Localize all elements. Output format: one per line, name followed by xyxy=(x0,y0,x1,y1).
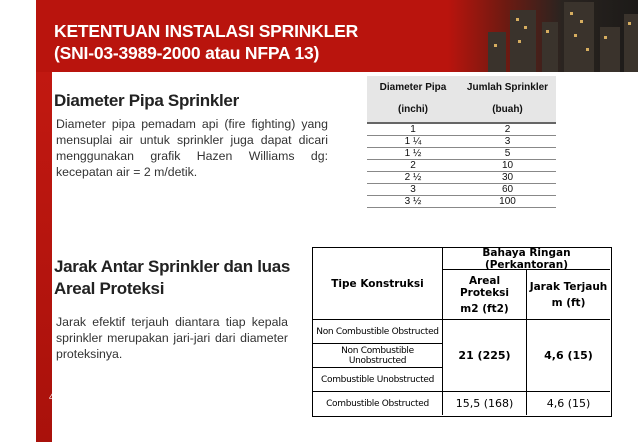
sprinkler-count-cell: 5 xyxy=(459,148,556,160)
sprinkler-count-cell: 10 xyxy=(459,160,556,172)
spacing-header-distance: Jarak Terjauh m (ft) xyxy=(527,270,610,320)
pipe-table-header-diameter: Diameter Pipa (inchi) xyxy=(367,76,459,123)
spacing-header-area: Areal Proteksi m2 (ft2) xyxy=(443,270,527,320)
title-line-1: KETENTUAN INSTALASI SPRINKLER xyxy=(54,21,359,41)
table-row: Non Combustible Obstructed xyxy=(313,320,443,344)
pipe-diameter-cell: 1 ½ xyxy=(367,148,459,160)
spacing-header-type: Tipe Konstruksi xyxy=(313,248,443,320)
table-row xyxy=(367,123,556,136)
pipe-diameter-cell: 1 ¼ xyxy=(367,136,459,148)
distance-value-merged: 4,6 (15) xyxy=(527,320,610,392)
sprinkler-count-cell: 2 xyxy=(459,123,556,136)
table-row: Combustible Obstructed xyxy=(313,392,443,415)
section-body-sprinkler-spacing: Jarak efektif terjauh diantara tiap kepala sprinkler merupakan jari-jari dari diameter proteksinya. xyxy=(56,315,288,361)
section-body-pipe-diameter: Diameter pipa pemadam api (fire fighting) yang mensuplai air untuk sprinkler juga dapat dicari menggunakan grafik Hazen Williams dg: kecepatan air = 2 m/detik. xyxy=(56,117,328,179)
spacing-header-hazard-group: Bahaya Ringan (Perkantoran) xyxy=(443,248,610,270)
table-row xyxy=(367,160,556,172)
sprinkler-count-cell: 100 xyxy=(459,196,556,208)
table-row xyxy=(367,196,556,208)
area-value-last: 15,5 (168) xyxy=(443,392,527,415)
title-line-2: (SNI-03-3989-2000 atau NFPA 13) xyxy=(54,43,320,63)
pipe-diameter-table xyxy=(367,76,556,208)
section-heading-sprinkler-spacing: Jarak Antar Sprinkler dan luas Areal Proteksi xyxy=(54,257,291,298)
distance-value-last: 4,6 (15) xyxy=(546,397,591,410)
slide-title xyxy=(54,20,358,64)
pipe-diameter-cell: 2 xyxy=(367,160,459,172)
sprinkler-count-cell: 3 xyxy=(459,136,556,148)
section-heading-pipe-diameter: Diameter Pipa Sprinkler xyxy=(54,91,239,110)
table-row xyxy=(367,148,556,160)
table-row xyxy=(367,172,556,184)
table-row xyxy=(367,184,556,196)
sprinkler-count-cell: 60 xyxy=(459,184,556,196)
pipe-diameter-cell: 3 xyxy=(367,184,459,196)
pipe-diameter-cell: 3 ½ xyxy=(367,196,459,208)
pipe-diameter-cell: 1 xyxy=(367,123,459,136)
sprinkler-spacing-table xyxy=(312,247,612,417)
pipe-table-header-count: Jumlah Sprinkler (buah) xyxy=(459,76,556,123)
table-row: Non Combustible Unobstructed xyxy=(313,344,443,368)
table-row: Combustible Unobstructed xyxy=(313,368,443,392)
pipe-diameter-cell: 2 ½ xyxy=(367,172,459,184)
city-skyline-image xyxy=(448,0,638,72)
page-number: 46 xyxy=(48,392,59,402)
area-value-merged: 21 (225) xyxy=(443,320,527,392)
sprinkler-count-cell: 30 xyxy=(459,172,556,184)
table-row xyxy=(367,136,556,148)
